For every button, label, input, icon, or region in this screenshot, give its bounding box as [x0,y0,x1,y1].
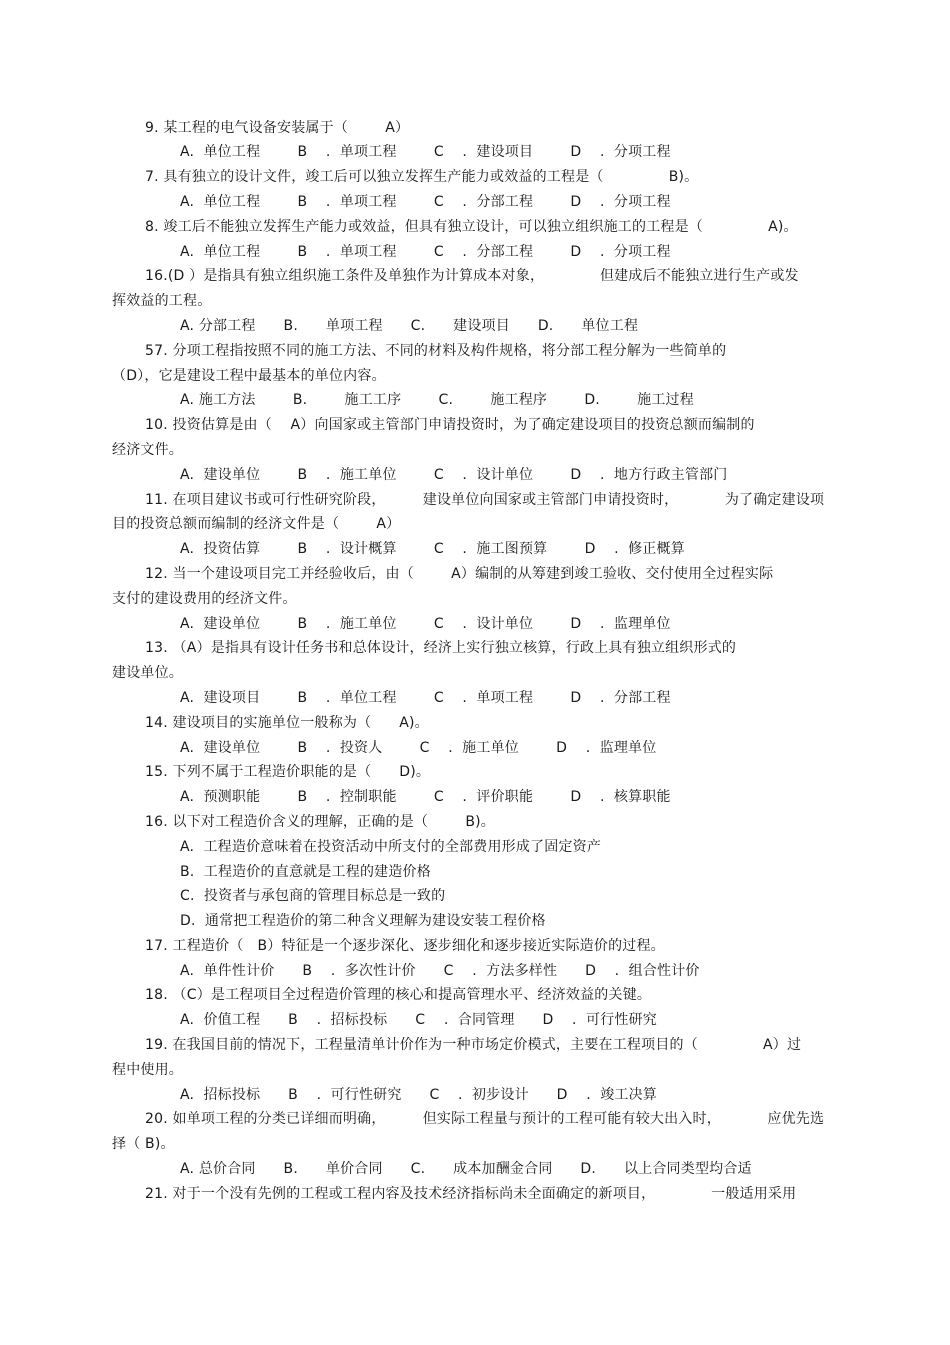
question-text: 7. 具有独立的设计文件，竣工后可以独立发挥生产能力或效益的工程是（ B)。 [145,169,699,186]
question-continuation: 建设单位。 [112,665,183,682]
answer-options: A. 单件性计价 B . 多次性计价 C . 方法多样性 D . 组合性计价 [180,962,700,979]
answer-options: A. 工程造价意味着在投资活动中所支付的全部费用形成了固定资产 [180,838,602,855]
question-text: 11. 在项目建议书或可行性研究阶段， 建设单位向国家或主管部门申请投资时， 为了确定建设项 [145,491,825,508]
question-continuation: 挥效益的工程。 [112,293,212,310]
answer-options: A. 分部工程 B. 单项工程 C. 建设项目 D. 单位工程 [180,317,639,334]
question-text: 14. 建设项目的实施单位一般称为（ A)。 [145,714,429,731]
question-continuation: 支付的建设费用的经济文件。 [112,590,297,607]
answer-options: A. 建设单位 B . 施工单位 C . 设计单位 D . 地方行政主管部门 [180,466,728,483]
question-continuation: 目的投资总额而编制的经济文件是（ A） [112,516,401,533]
answer-options: C. 投资者与承包商的管理目标总是一致的 [180,888,446,905]
answer-options: A. 建设单位 B . 投资人 C . 施工单位 D . 监理单位 [180,739,657,756]
question-text: 20. 如单项工程的分类已详细而明确， 但实际工程量与预计的工程可能有较大出入时， 应优先选 [145,1111,825,1128]
answer-options: A. 价值工程 B . 招标投标 C . 合同管理 D . 可行性研究 [180,1012,657,1029]
question-text: 10. 投资估算是由（ A）向国家或主管部门申请投资时，为了确定建设项目的投资总额而编制的 [145,417,755,434]
answer-options: A. 施工方法 B. 施工工序 C. 施工程序 D. 施工过程 [180,392,694,409]
answer-options: A. 预测职能 B . 控制职能 C . 评价职能 D . 核算职能 [180,789,671,806]
question-text: 16. 以下对工程造价含义的理解，正确的是（ B)。 [145,813,495,830]
question-text: 19. 在我国目前的情况下，工程量清单计价作为一种市场定价模式，主要在工程项目的（ A）过 [145,1037,802,1054]
answer-options: A. 投资估算 B . 设计概算 C . 施工图预算 D . 修正概算 [180,541,685,558]
answer-options: A. 单位工程 B . 单项工程 C . 建设项目 D . 分项工程 [180,144,671,161]
answer-options: A. 总价合同 B. 单价合同 C. 成本加酬金合同 D. 以上合同类型均合适 [180,1161,752,1178]
question-text: 18. （C）是工程项目全过程造价管理的核心和提高管理水平、经济效益的关键。 [145,987,652,1004]
question-text: 9. 某工程的电气设备安装属于（ A） [145,119,410,136]
answer-options: A. 招标投标 B . 可行性研究 C . 初步设计 D . 竣工决算 [180,1086,657,1103]
question-text: 16.(D ）是指具有独立组织施工条件及单独作为计算成本对象， 但建成后不能独立进行生产或发 [145,268,799,285]
question-text: 12. 当一个建设项目完工并经验收后，由（ A）编制的从筹建到竣工验收、交付使用全过程实际 [145,565,774,582]
question-text: 13. （A）是指具有设计任务书和总体设计，经济上实行独立核算，行政上具有独立组织形式的 [145,640,737,657]
question-text: 17. 工程造价（ B）特征是一个逐步深化、逐步细化和逐步接近实际造价的过程。 [145,937,665,954]
question-continuation: 程中使用。 [112,1061,183,1078]
question-list [0,116,950,1207]
answer-options: A. 建设单位 B . 施工单位 C . 设计单位 D . 监理单位 [180,615,671,632]
question-continuation: 择（ B)。 [112,1136,175,1153]
answer-options: D. 通常把工程造价的第二种含义理解为建设安装工程价格 [180,913,546,930]
question-continuation: （D），它是建设工程中最基本的单位内容。 [112,367,386,384]
question-text: 8. 竣工后不能独立发挥生产能力或效益，但具有独立设计，可以独立组织施工的工程是（ A)。 [145,218,798,235]
question-text: 21. 对于一个没有先例的工程或工程内容及技术经济指标尚未全面确定的新项目， 一般适用采用 [145,1185,797,1202]
answer-options: B. 工程造价的直意就是工程的建造价格 [180,863,431,880]
question-text: 15. 下列不属于工程造价职能的是（ D)。 [145,764,431,781]
question-continuation: 经济文件。 [112,441,183,458]
answer-options: A. 单位工程 B . 单项工程 C . 分部工程 D . 分项工程 [180,243,671,260]
question-text: 57. 分项工程指按照不同的施工方法、不同的材料及构件规格，将分部工程分解为一些简单的 [145,342,727,359]
answer-options: A. 建设项目 B . 单位工程 C . 单项工程 D . 分部工程 [180,689,671,706]
answer-options: A. 单位工程 B . 单项工程 C . 分部工程 D . 分项工程 [180,193,671,210]
